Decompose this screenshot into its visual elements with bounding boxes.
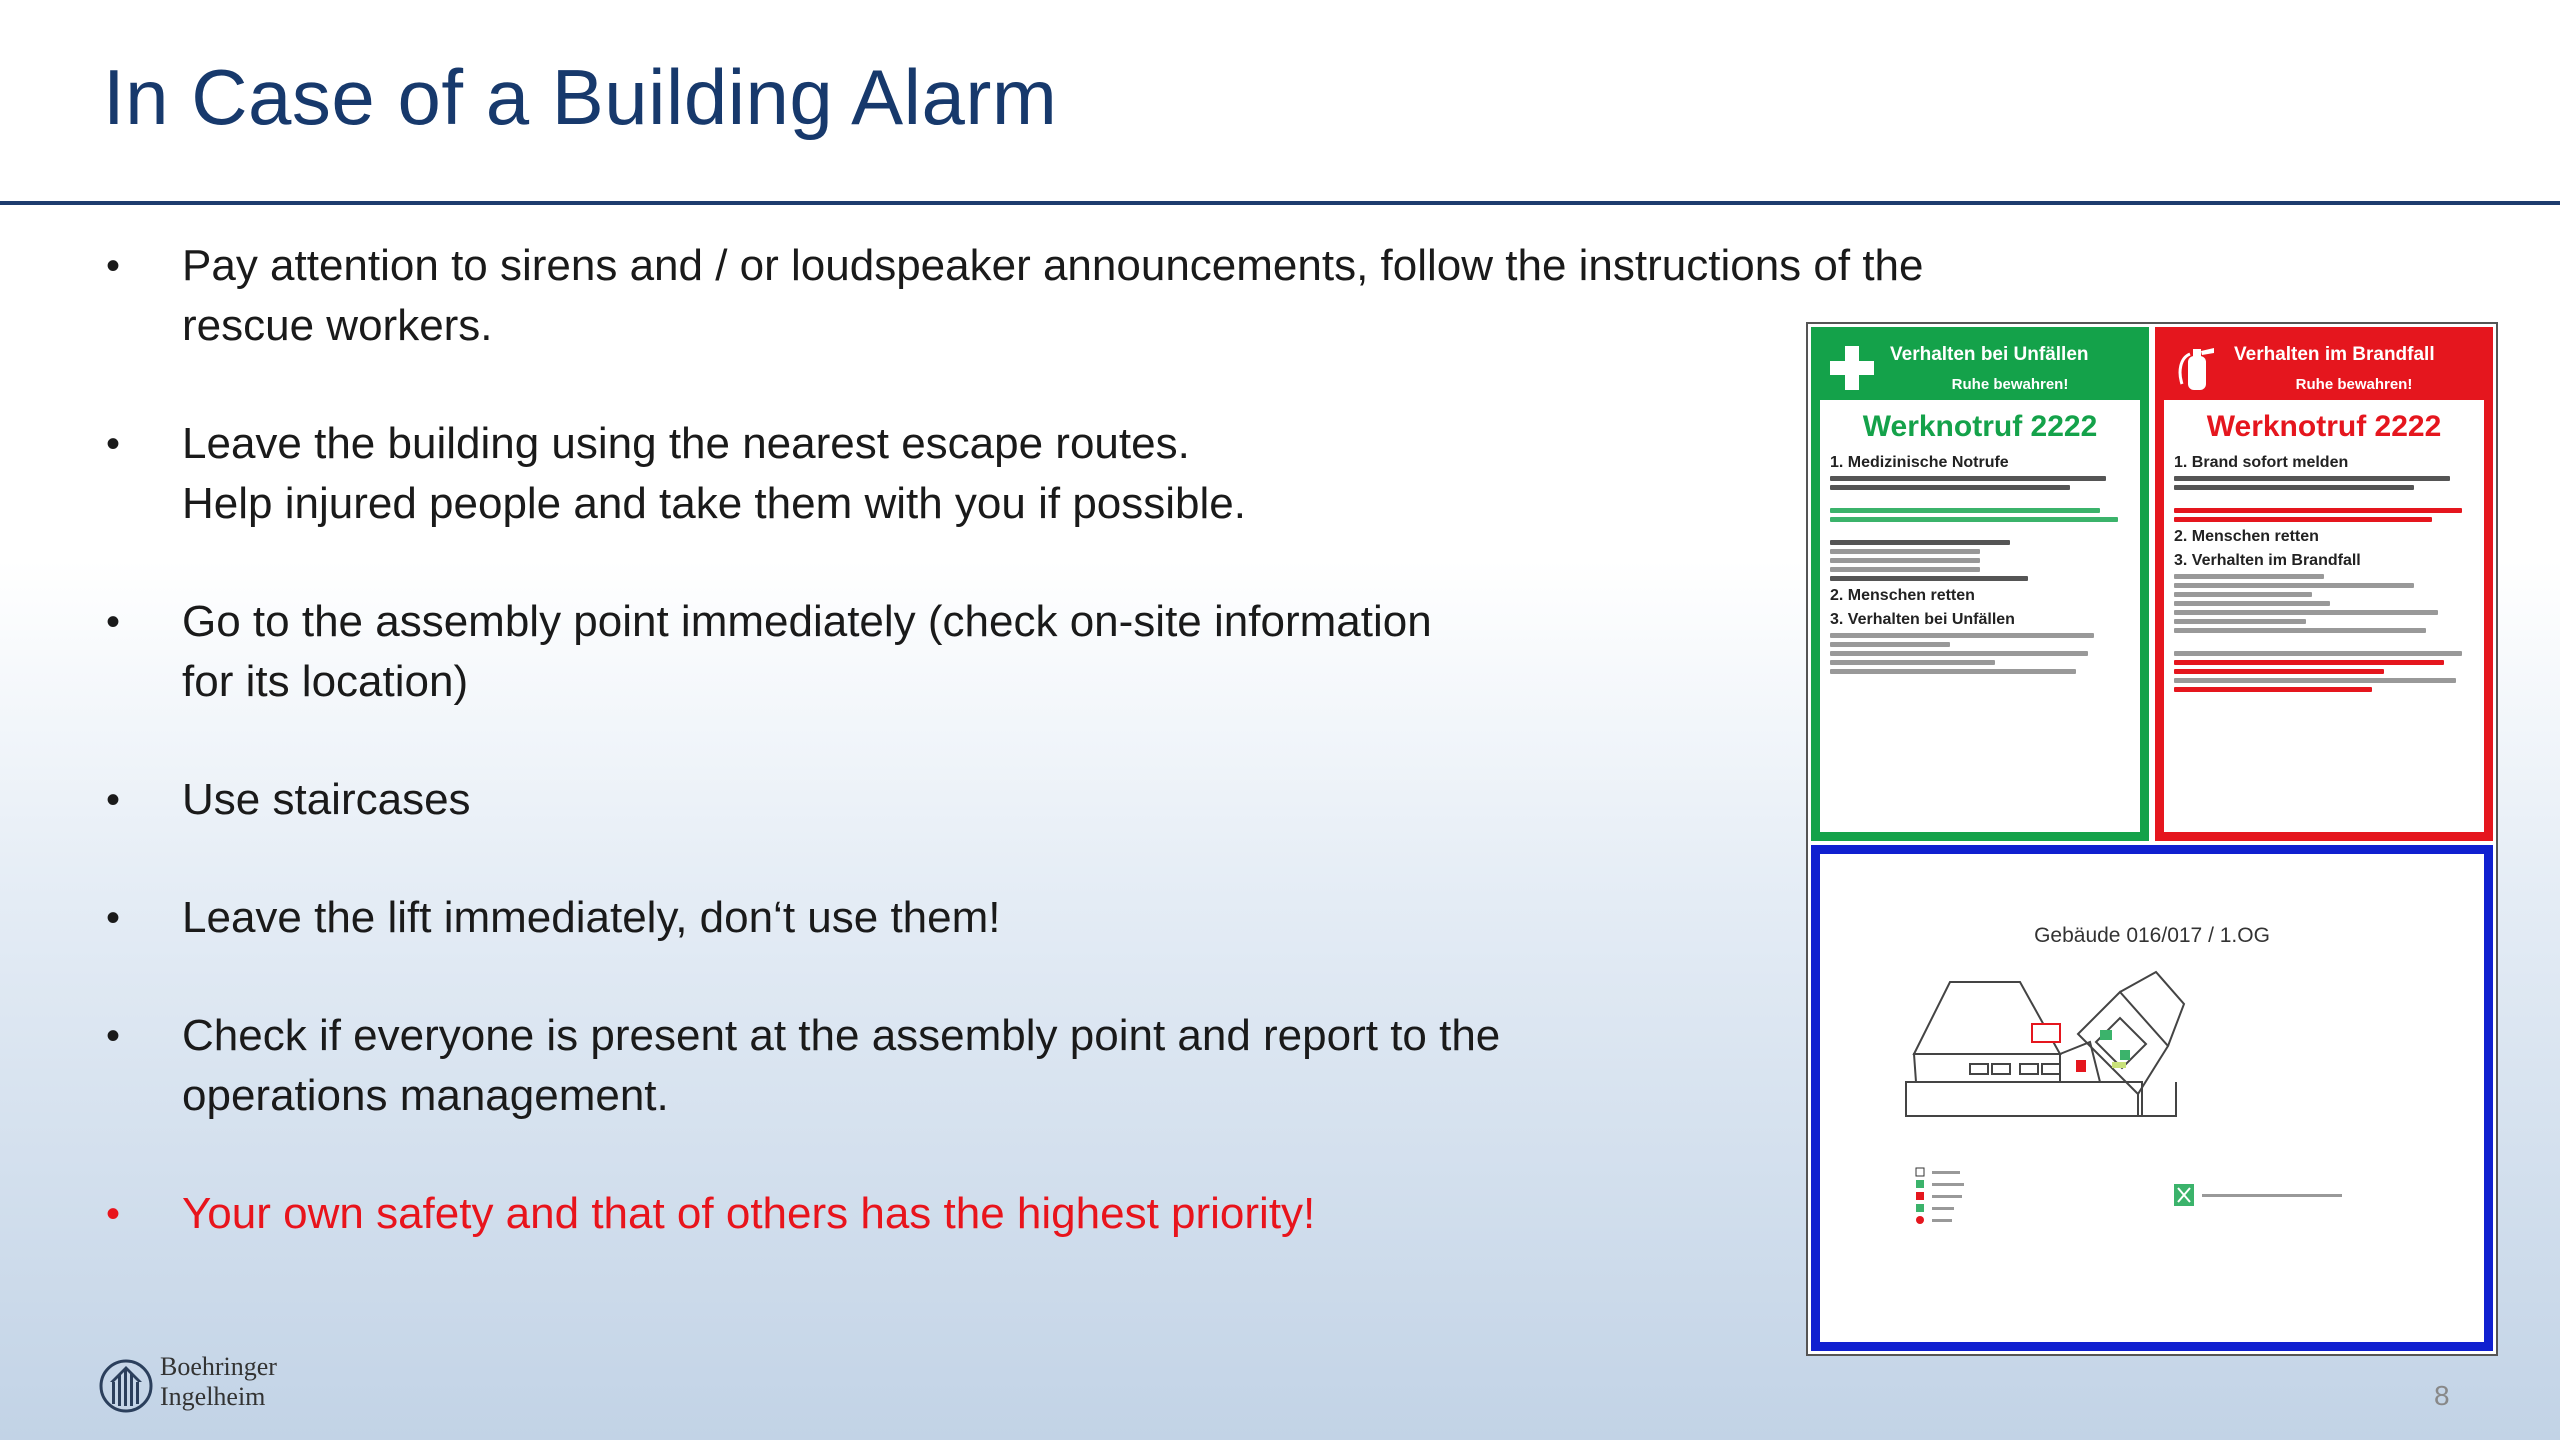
accident-heading-2: 2. Menschen retten bbox=[1830, 587, 1975, 604]
fire-panel-body bbox=[2164, 454, 2484, 692]
fine-print bbox=[1830, 642, 1950, 647]
bullet-text: Leave the building using the nearest escape routes. bbox=[182, 419, 1190, 468]
bullet-item bbox=[100, 236, 2080, 356]
fine-print bbox=[2174, 687, 2372, 692]
fine-print bbox=[2174, 628, 2426, 633]
accident-panel bbox=[1811, 327, 2149, 841]
fine-print bbox=[1830, 540, 2010, 545]
bullet-marker: • bbox=[106, 896, 121, 940]
fine-print bbox=[2174, 660, 2444, 665]
accident-heading-3: 3. Verhalten bei Unfällen bbox=[1830, 611, 2015, 628]
fire-panel-header bbox=[2164, 336, 2484, 400]
fire-heading-1: 1. Brand sofort melden bbox=[2174, 454, 2349, 471]
bullet-text: Go to the assembly point immediately (check on-site information bbox=[182, 597, 1432, 646]
slide-title: In Case of a Building Alarm bbox=[103, 53, 1058, 141]
bullet-text: Help injured people and take them with you if possible. bbox=[182, 479, 1246, 528]
floor-plan bbox=[1811, 845, 2493, 1351]
fine-print bbox=[1830, 576, 2028, 581]
fine-print bbox=[1830, 558, 1980, 563]
bullet-text: Use staircases bbox=[182, 775, 471, 824]
fine-print bbox=[2174, 508, 2462, 513]
company-logo bbox=[98, 1352, 298, 1422]
logo-line-2: Ingelheim bbox=[160, 1382, 266, 1411]
fine-print bbox=[2174, 485, 2414, 490]
bullet-item bbox=[100, 1006, 2080, 1126]
bullet-text: Check if everyone is present at the assembly point and report to the bbox=[182, 1011, 1501, 1060]
fine-print bbox=[1830, 669, 2076, 674]
bullet-item-priority bbox=[100, 1184, 2080, 1244]
bullet-list bbox=[100, 236, 2080, 1302]
bullet-item bbox=[100, 592, 2080, 712]
accident-panel-header bbox=[1820, 336, 2140, 400]
accident-panel-title: Verhalten bei Unfällen bbox=[1890, 344, 2089, 365]
fine-print bbox=[2174, 476, 2450, 481]
bullet-marker: • bbox=[106, 1014, 121, 1058]
logo-wordmark bbox=[160, 1352, 277, 1412]
bullet-marker: • bbox=[106, 422, 121, 466]
floor-plan-title: Gebäude 016/017 / 1.OG bbox=[2034, 924, 2270, 947]
fine-print bbox=[2174, 592, 2312, 597]
fire-emergency-number: Werknotruf 2222 bbox=[2206, 410, 2442, 443]
fine-print bbox=[2174, 610, 2438, 615]
fire-panel bbox=[2155, 327, 2493, 841]
fine-print bbox=[1830, 567, 1980, 572]
fire-heading-2: 2. Menschen retten bbox=[2174, 528, 2319, 545]
bullet-marker: • bbox=[106, 600, 121, 644]
fine-print bbox=[2174, 651, 2462, 656]
building-outline-drawing bbox=[1820, 854, 2484, 1342]
fine-print bbox=[1830, 476, 2106, 481]
fire-heading-3: 3. Verhalten im Brandfall bbox=[2174, 552, 2361, 569]
bullet-text: Your own safety and that of others has the highest priority! bbox=[182, 1189, 1316, 1238]
accident-heading-1: 1. Medizinische Notrufe bbox=[1830, 454, 2009, 471]
fine-print bbox=[1830, 517, 2118, 522]
legend-marks bbox=[1916, 1168, 2342, 1224]
logo-line-1: Boehringer bbox=[160, 1352, 277, 1381]
fine-print bbox=[1830, 508, 2100, 513]
title-divider bbox=[0, 201, 2560, 205]
emergency-sign-image bbox=[1806, 322, 2498, 1356]
fire-panel-title: Verhalten im Brandfall bbox=[2234, 344, 2435, 365]
fine-print bbox=[1830, 633, 2094, 638]
fine-print bbox=[2174, 574, 2324, 579]
fine-print bbox=[2174, 517, 2432, 522]
fine-print bbox=[2174, 678, 2456, 683]
boehringer-logo-icon bbox=[98, 1358, 154, 1414]
fine-print bbox=[2174, 601, 2330, 606]
bullet-marker: • bbox=[106, 244, 121, 288]
page-number: 8 bbox=[2434, 1380, 2450, 1411]
bullet-item bbox=[100, 888, 2080, 948]
bullet-marker: • bbox=[106, 1192, 121, 1236]
bullet-text: for its location) bbox=[182, 657, 469, 706]
bullet-text: operations management. bbox=[182, 1071, 669, 1120]
fine-print bbox=[1830, 660, 1995, 665]
bullet-text: Pay attention to sirens and / or loudspeaker announcements, follow the instructions of the bbox=[182, 241, 1924, 290]
bullet-text: Leave the lift immediately, don‘t use them! bbox=[182, 893, 1001, 942]
bullet-item bbox=[100, 770, 2080, 830]
fine-print bbox=[1830, 651, 2088, 656]
bullet-item bbox=[100, 414, 2080, 534]
accident-panel-subtitle: Ruhe bewahren! bbox=[1951, 376, 2069, 393]
accident-panel-body bbox=[1820, 454, 2140, 674]
fine-print bbox=[2174, 669, 2384, 674]
accident-emergency-number: Werknotruf 2222 bbox=[1862, 410, 2098, 443]
bullet-text: rescue workers. bbox=[182, 301, 493, 350]
fire-panel-subtitle: Ruhe bewahren! bbox=[2295, 376, 2413, 393]
fine-print bbox=[1830, 485, 2070, 490]
fine-print bbox=[1830, 549, 1980, 554]
fine-print bbox=[2174, 583, 2414, 588]
bullet-marker: • bbox=[106, 778, 121, 822]
fine-print bbox=[2174, 619, 2306, 624]
